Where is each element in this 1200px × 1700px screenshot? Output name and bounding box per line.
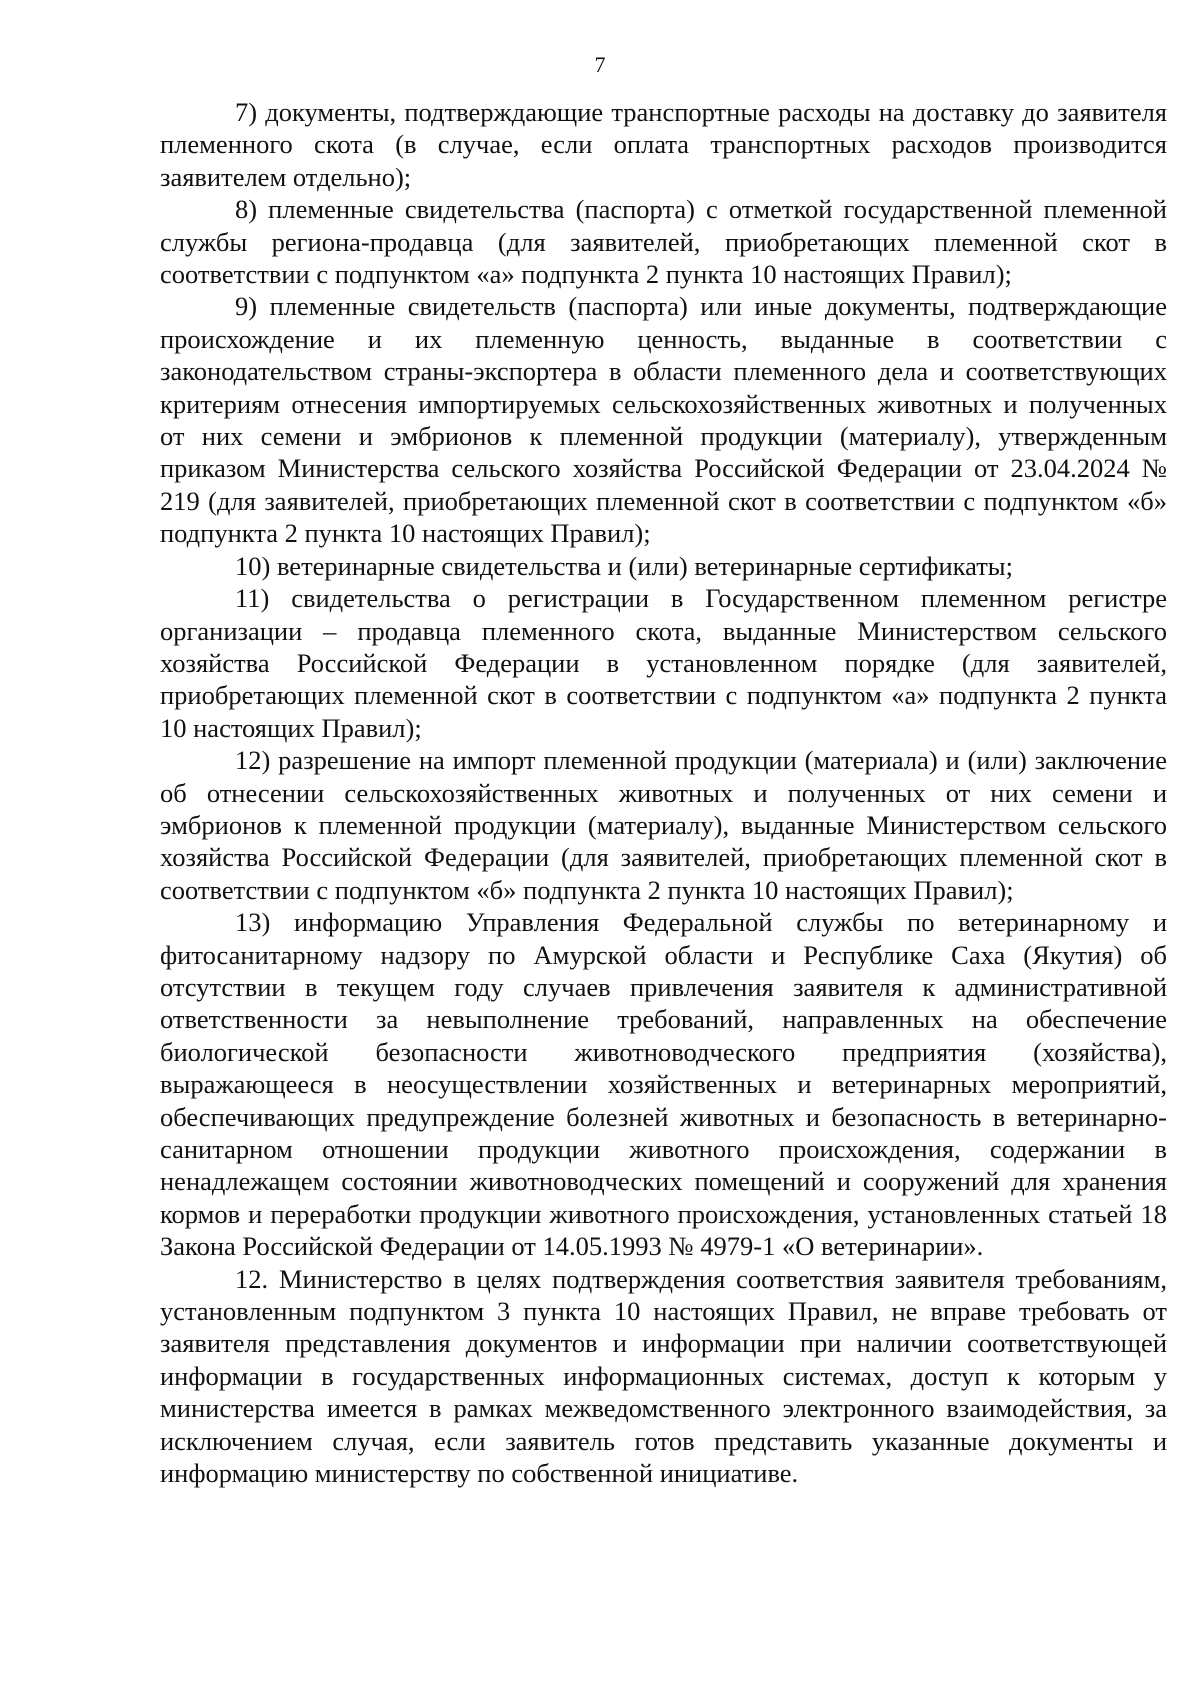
paragraph-item-7: 7) документы, подтверждающие транспортные расходы на доставку до заявителя племенного скота (в случае, если оплата транспортных расходов производится заявителем отдельно); <box>160 97 1167 192</box>
paragraph-item-9: 9) племенные свидетельств (паспорта) или иные документы, подтверждающие происхождение и их племенную ценность, выданные в соответствии с законодательством страны-экспортера в области племенного дела и соответствующих критериям отнесения импортируемых сельскохозяйственных животных и полученных от них семени и эмбрионов к племенной продукции (материалу), утвержденным приказом Министерства сельского хозяйства Российской Федерации от 23.04.2024 № 219 (для заявителей, приобретающих племенной скот в соответствии с подпунктом «б» подпункта 2 пункта 10 настоящих Правил); <box>160 291 1167 549</box>
paragraph-item-10: 10) ветеринарные свидетельства и (или) ветеринарные сертификаты; <box>235 550 1013 581</box>
paragraph-item-8: 8) племенные свидетельства (паспорта) с отметкой государственной племенной службы региона-продавца (для заявителей, приобретающих племенной скот в соответствии с подпунктом «а» подпункта 2 пункта 10 настоящих Правил); <box>160 194 1167 290</box>
paragraph-item-12: 12) разрешение на импорт племенной продукции (материала) и (или) заключение об отнесении сельскохозяйственных животных и полученных от них семени и эмбрионов к племенной продукции (материалу), выданные Министерством сельского хозяйства Российской Федерации (для заявителей, приобретающих племенной скот в соответствии с подпунктом «б» подпункта 2 пункта 10 настоящих Правил); <box>160 745 1167 905</box>
paragraph-item-13: 13) информацию Управления Федеральной службы по ветеринарному и фитосанитарному надзору по Амурской области и Республике Саха (Якутия) об отсутствии в текущем году случаев привлечения заявителя к административной ответственности за невыполнение требований, направленных на обеспечение биологической безопасности животноводческого предприятия (хозяйства), выражающееся в неосуществлении хозяйственных и ветеринарных мероприятий, обеспечивающих предупреждение болезней животных и безопасность в ветеринарно-санитарном отношении продукции животного происхождения, содержании в ненадлежащем состоянии животноводческих помещений и сооружений для хранения кормов и переработки продукции животного происхождения, установленных статьей 18 Закона Российской Федерации от 14.05.1993 № 4979-1 «О ветеринарии». <box>160 907 1167 1262</box>
paragraph-clause-12: 12. Министерство в целях подтверждения соответствия заявителя требованиям, установленным подпунктом 3 пункта 10 настоящих Правил, не вправе требовать от заявителя представления документов и информации при наличии соответствующей информации в государственных информационных системах, доступ к которым у министерства имеется в рамках межведомственного электронного взаимодействия, за исключением случая, если заявитель готов представить указанные документы и информацию министерству по собственной инициативе. <box>160 1263 1167 1489</box>
page-number: 7 <box>594 52 606 77</box>
paragraph-item-11: 11) свидетельства о регистрации в Государственном племенном регистре организации – продавца племенного скота, выданные Министерством сельского хозяйства Российской Федерации в установленном порядке (для заявителей, приобретающих племенной скот в соответствии с подпунктом «а» подпункта 2 пункта 10 настоящих Правил); <box>160 583 1167 743</box>
document-body <box>160 96 1167 1489</box>
